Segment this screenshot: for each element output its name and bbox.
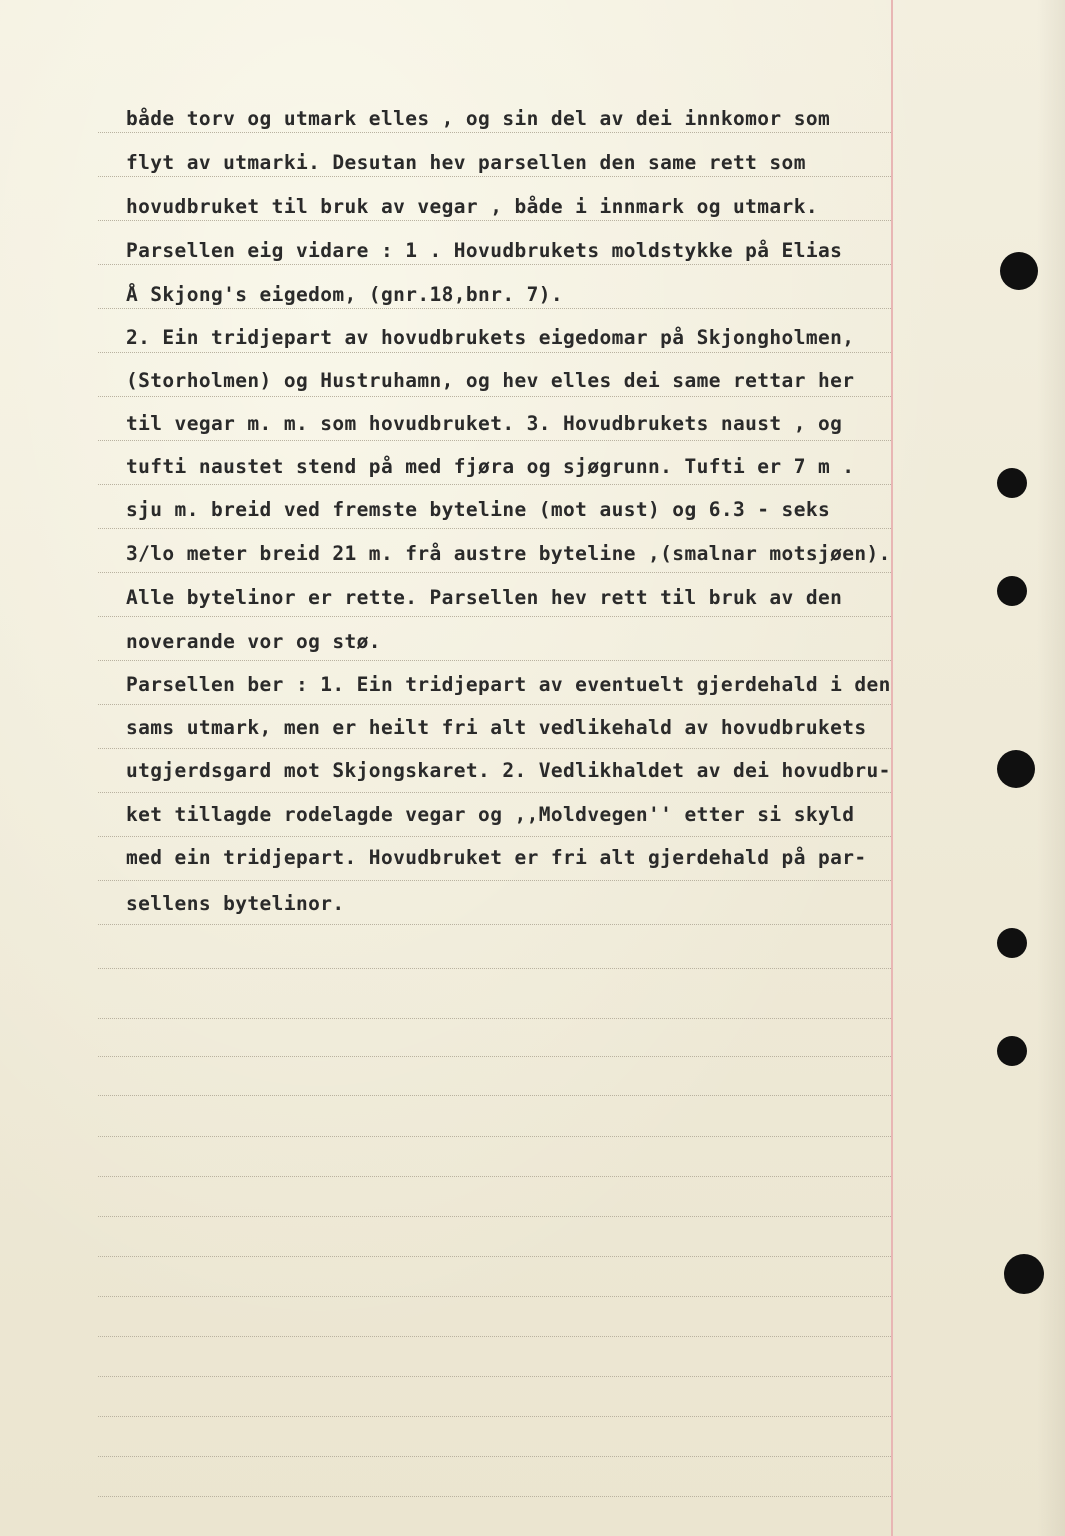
ruled-line [98, 440, 891, 441]
text-line: flyt av utmarki. Desutan hev parsellen den same rett som [126, 151, 806, 174]
punch-hole [1000, 252, 1038, 290]
text-line: utgjerdsgard mot Skjongskaret. 2. Vedlikhaldet av dei hovudbru- [126, 759, 891, 782]
margin-line [891, 0, 893, 1536]
text-line: sju m. breid ved fremste byteline (mot aust) og 6.3 - seks [126, 498, 831, 521]
text-line: både torv og utmark elles , og sin del av dei innkomor som [126, 107, 831, 130]
ruled-line [98, 220, 891, 221]
ruled-line [98, 704, 891, 705]
text-line: hovudbruket til bruk av vegar , både i innmark og utmark. [126, 195, 818, 218]
text-line: ket tillagde rodelagde vegar og ,,Moldvegen'' etter si skyld [126, 803, 855, 826]
text-line: Å Skjong's eigedom, (gnr.18,bnr. 7). [126, 283, 564, 306]
ruled-line [98, 968, 891, 969]
ruled-line [98, 1336, 891, 1337]
punch-hole [997, 468, 1027, 498]
text-line: sams utmark, men er heilt fri alt vedlikehald av hovudbrukets [126, 716, 867, 739]
text-line: tufti naustet stend på med fjøra og sjøgrunn. Tufti er 7 m . [126, 455, 855, 478]
ruled-line [98, 132, 891, 133]
punch-hole [1004, 1254, 1044, 1294]
ruled-line [98, 528, 891, 529]
text-line: Parsellen eig vidare : 1 . Hovudbrukets moldstykke på Elias [126, 239, 843, 262]
text-line: med ein tridjepart. Hovudbruket er fri alt gjerdehald på par- [126, 846, 867, 869]
punch-hole [997, 576, 1027, 606]
ruled-line [98, 484, 891, 485]
ruled-line [98, 1095, 891, 1096]
ruled-line [98, 1376, 891, 1377]
ruled-line [98, 880, 891, 881]
ruled-line [98, 660, 891, 661]
ruled-line [98, 308, 891, 309]
ruled-line [98, 924, 891, 925]
text-line: (Storholmen) og Hustruhamn, og hev elles dei same rettar her [126, 369, 855, 392]
text-line: Alle bytelinor er rette. Parsellen hev rett til bruk av den [126, 586, 843, 609]
ruled-line [98, 1216, 891, 1217]
text-line: til vegar m. m. som hovudbruket. 3. Hovudbrukets naust , og [126, 412, 843, 435]
ruled-line [98, 1256, 891, 1257]
ruled-line [98, 572, 891, 573]
ruled-line [98, 1056, 891, 1057]
ruled-line [98, 748, 891, 749]
ruled-line [98, 396, 891, 397]
text-line: 3/lo meter breid 21 m. frå austre byteline ,(smalnar motsjøen). [126, 542, 891, 565]
text-line: 2. Ein tridjepart av hovudbrukets eigedomar på Skjongholmen, [126, 326, 855, 349]
ruled-line [98, 1176, 891, 1177]
ruled-line [98, 1416, 891, 1417]
ruled-line [98, 616, 891, 617]
ruled-line [98, 264, 891, 265]
ruled-line [98, 836, 891, 837]
punch-hole [997, 1036, 1027, 1066]
ruled-line [98, 792, 891, 793]
ruled-line [98, 1296, 891, 1297]
ruled-line [98, 1496, 891, 1497]
text-line: sellens bytelinor. [126, 892, 345, 915]
ruled-line [98, 1018, 891, 1019]
ruled-line [98, 352, 891, 353]
ruled-line [98, 1136, 891, 1137]
ruled-line [98, 1456, 891, 1457]
punch-hole [997, 928, 1027, 958]
page-edge-shadow [1037, 0, 1065, 1536]
ruled-line [98, 176, 891, 177]
text-line: noverande vor og stø. [126, 630, 381, 653]
punch-hole [997, 750, 1035, 788]
text-line: Parsellen ber : 1. Ein tridjepart av eventuelt gjerdehald i den [126, 673, 891, 696]
